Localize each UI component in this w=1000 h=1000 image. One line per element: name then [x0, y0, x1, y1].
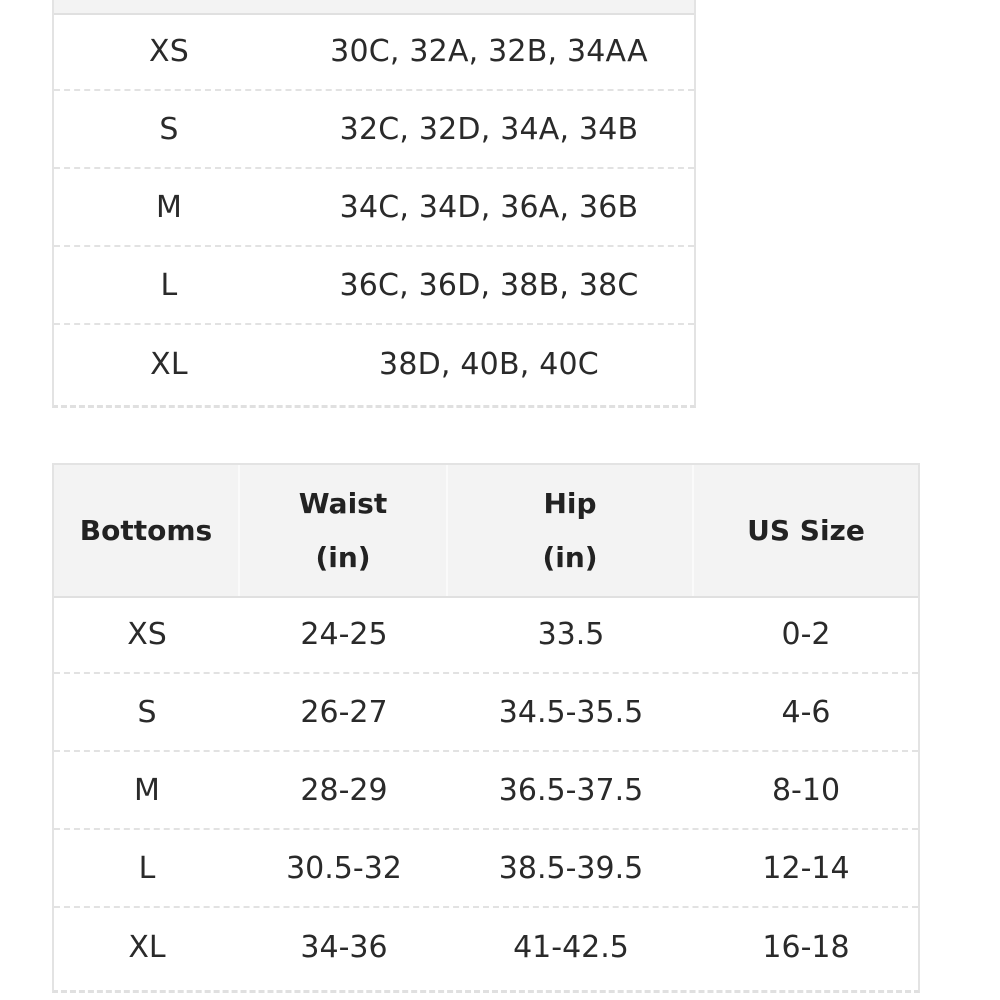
bra-size-cell: 32C, 32D, 34A, 34B: [339, 111, 639, 147]
header-hip: [448, 465, 694, 596]
table-row: [54, 247, 694, 325]
bottoms-size-table: [52, 463, 920, 993]
header-bottoms: [54, 465, 240, 596]
size-cell: XS: [127, 616, 167, 652]
table-row: [54, 13, 694, 91]
size-cell: XS: [149, 33, 189, 69]
size-cell: XL: [128, 929, 166, 965]
hip-cell: 41-42.5: [513, 929, 629, 965]
hip-cell: 34.5-35.5: [498, 694, 644, 730]
header-us-size: [694, 465, 918, 596]
us-size-cell: 16-18: [762, 929, 850, 965]
waist-cell: 34-36: [300, 929, 388, 965]
table-row: [54, 91, 694, 169]
tops-size-table: [52, 0, 696, 408]
table-row: [54, 169, 694, 247]
table-row: [54, 752, 918, 830]
header-hip-label: Hip: [543, 486, 597, 520]
hip-cell: 38.5-39.5: [498, 850, 644, 886]
table-row: [54, 596, 918, 674]
table-row: [54, 325, 694, 403]
bra-size-cell: 30C, 32A, 32B, 34AA: [330, 33, 648, 69]
us-size-cell: 12-14: [762, 850, 850, 886]
us-size-cell: 4-6: [781, 694, 831, 730]
size-cell: M: [155, 189, 183, 225]
size-cell: XL: [150, 346, 188, 382]
us-size-cell: 0-2: [781, 616, 831, 652]
hip-cell: 36.5-37.5: [498, 772, 644, 808]
bra-size-cell: 36C, 36D, 38B, 38C: [339, 267, 639, 303]
header-waist: [240, 465, 448, 596]
header-bottoms-label: Bottoms: [79, 513, 213, 547]
size-cell: L: [160, 267, 178, 303]
waist-cell: 28-29: [300, 772, 388, 808]
header-waist-label: Waist: [298, 486, 388, 520]
waist-cell: 26-27: [300, 694, 388, 730]
table-row: [54, 674, 918, 752]
size-cell: M: [134, 772, 160, 808]
header-us-size-label: US Size: [747, 513, 865, 547]
hip-cell: 33.5: [537, 616, 605, 652]
table-row: [54, 830, 918, 908]
header-hip-unit: (in): [542, 540, 598, 574]
bra-size-cell: 38D, 40B, 40C: [379, 346, 599, 382]
header-waist-unit: (in): [315, 540, 371, 574]
size-cell: S: [137, 694, 157, 730]
bra-size-cell: 34C, 34D, 36A, 36B: [339, 189, 639, 225]
size-cell: S: [159, 111, 179, 147]
table-row: [54, 908, 918, 986]
bottoms-table-header: [54, 465, 918, 598]
size-cell: L: [138, 850, 156, 886]
waist-cell: 24-25: [300, 616, 388, 652]
us-size-cell: 8-10: [771, 772, 841, 808]
waist-cell: 30.5-32: [286, 850, 402, 886]
